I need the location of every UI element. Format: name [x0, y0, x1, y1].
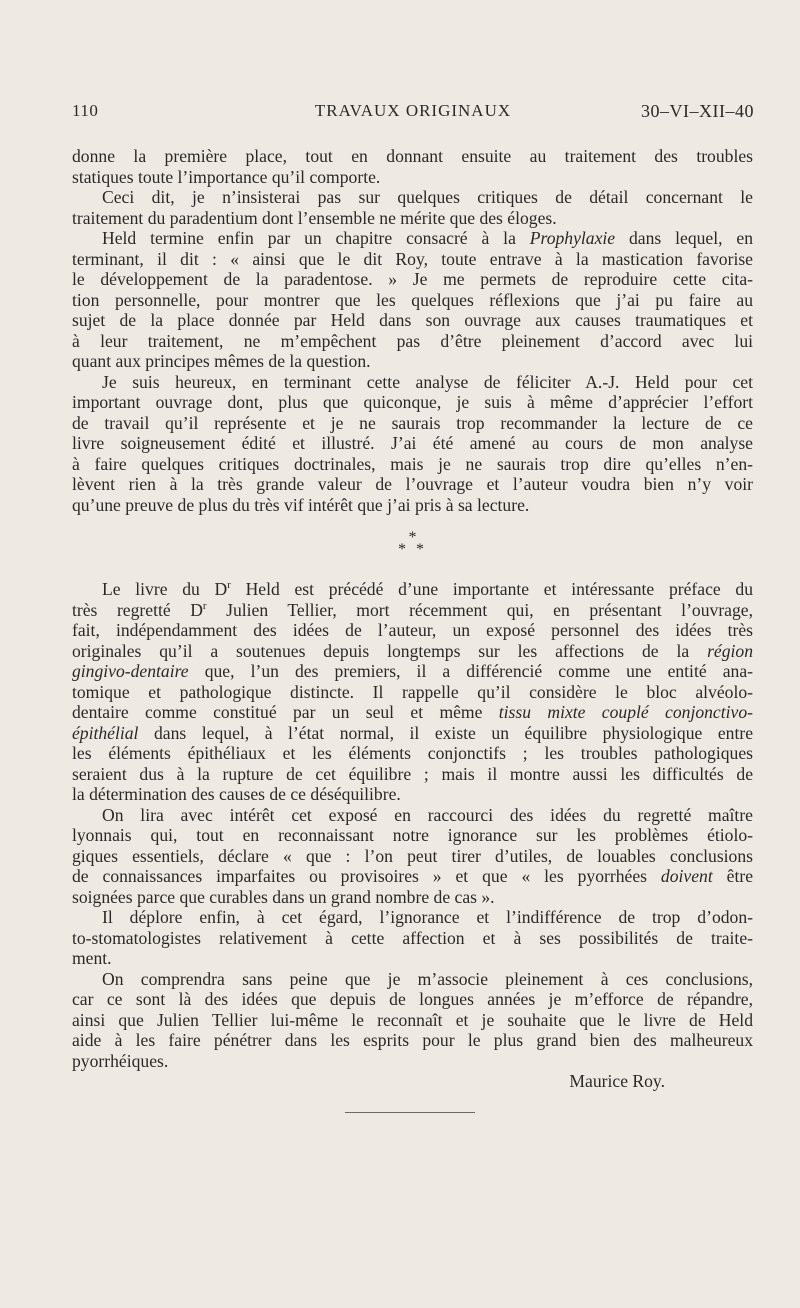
- text-line: originales qu’il a soutenues depuis longtemps sur les affections de la région: [72, 640, 753, 661]
- italic-term: épithélial: [72, 722, 139, 743]
- paragraph: [72, 187, 753, 228]
- text-line: tomique et pathologique distincte. Il rappelle qu’il considère le bloc alvéolo-: [72, 681, 753, 702]
- italic-term: région: [707, 640, 753, 661]
- text-line: Le livre du $D^r$ Held est précédé d’une importante et intéressante préface du: [102, 579, 753, 599]
- paragraph: [72, 805, 753, 908]
- text-line: à faire quelques critiques doctrinales, mais je ne saurais trop dire qu’elles n’en-: [72, 453, 753, 474]
- text-line: lèvent rien à la très grande valeur de l’ouvrage et l’auteur voudra bien n’y voir: [72, 474, 753, 494]
- text-line: lyonnais qui, tout en reconnaissant notre ignorance sur les problèmes étiolo-: [72, 825, 753, 845]
- text-line: livre soigneusement édité et illustré. J’ai été amené au cours de mon analyse: [72, 433, 753, 453]
- author-signature: Maurice Roy.: [569, 1071, 665, 1091]
- text-line: gingivo-dentaire que, l’un des premiers, il a différencié comme une entité ana-: [72, 661, 753, 681]
- text-line: giques essentiels, déclare « que : l’on peut tirer d’utiles, de louables conclusions: [72, 845, 753, 866]
- text-line: Ceci dit, je n’insisterai pas sur quelques critiques de détail concernant le: [102, 187, 753, 207]
- text-line: ment.: [72, 948, 112, 968]
- text-line: traitement du paradentium dont l’ensemble ne mérite que des éloges.: [72, 207, 557, 228]
- text-line: Held termine enfin par un chapitre consacré à la Prophylaxie dans lequel, en: [102, 228, 753, 248]
- text-line: soignées parce que curables dans un grand nombre de cas ».: [72, 886, 495, 907]
- text-line: le développement de la paradentose. » Je me permets de reproduire cette cita-: [72, 269, 753, 289]
- text-line: fait, indépendamment des idées de l’auteur, un exposé personnel des idées très: [72, 620, 753, 640]
- paragraph: [72, 579, 753, 805]
- text-line: sujet de la place donnée par Held dans son ouvrage aux causes traumatiques et: [72, 310, 753, 330]
- text-line: très regretté $D^r$ Julien Tellier, mort récemment qui, en présentant l’ouvrage,: [72, 599, 753, 620]
- text-line: On comprendra sans peine que je m’associe pleinement à ces conclusions,: [102, 968, 753, 989]
- running-title: TRAVAUX ORIGINAUX: [314, 101, 512, 120]
- text-line: les éléments épithéliaux et les éléments conjonctifs ; les troubles pathologiques: [72, 743, 753, 763]
- italic-term: Prophylaxie: [529, 228, 616, 248]
- asterism-separator: [72, 531, 753, 561]
- paragraph: [72, 372, 753, 516]
- text-line: terminant, il dit : « ainsi que le dit Roy, toute entrave à la mastication favorise: [72, 248, 753, 269]
- paragraph: [72, 969, 753, 1072]
- page-number: 110: [72, 101, 99, 120]
- running-header: [72, 101, 754, 127]
- paragraph: [72, 907, 753, 969]
- text-line: qu’une preuve de plus du très vif intérêt que j’ai pris à sa lecture.: [72, 494, 530, 515]
- text-line: la détermination des causes de ce déséquilibre.: [72, 784, 401, 804]
- text-line: Je suis heureux, en terminant cette analyse de féliciter A.-J. Held pour cet: [102, 371, 753, 392]
- text-line: Il déplore enfin, à cet égard, l’ignorance et l’indifférence de trop d’odon-: [102, 907, 753, 927]
- body-text: [72, 146, 753, 1092]
- text-line: On lira avec intérêt cet exposé en raccourci des idées du regretté maître: [102, 804, 753, 825]
- text-line: to-stomatologistes relativement à cette affection et à ses possibilités de traite-: [72, 927, 753, 948]
- text-line: dentaire comme constitué par un seul et même tissu mixte couplé conjonctivo-: [72, 702, 753, 722]
- text-line: statiques toute l’importance qu’il comporte.: [72, 166, 381, 187]
- text-line: à leur traitement, ne m’empêchent pas d’être pleinement d’accord avec lui: [72, 330, 753, 351]
- italic-term: gingivo-dentaire: [72, 661, 189, 681]
- issue-number: 30–VI–XII–40: [641, 101, 754, 121]
- text-line: épithélial dans lequel, à l’état normal, il existe un équilibre physiologique entre: [72, 722, 753, 743]
- text-line: quant aux principes mêmes de la question.: [72, 351, 371, 371]
- text-line: ainsi que Julien Tellier lui-même le reconnaît et je souhaite que le livre de Held: [72, 1009, 753, 1030]
- paragraph: [72, 228, 753, 372]
- text-line: seraient dus à la rupture de cet équilibre ; mais il montre aussi les difficultés de: [72, 763, 753, 784]
- italic-term: tissu mixte couplé conjonctivo-: [498, 702, 753, 722]
- text-line: pyorrhéiques.: [72, 1050, 169, 1071]
- text-line: car ce sont là des idées que depuis de longues années je m’efforce de répandre,: [72, 989, 753, 1009]
- asterism-bottom: * *: [398, 541, 427, 558]
- italic-term: doivent: [660, 866, 713, 886]
- text-line: important ouvrage dont, plus que quiconque, je suis à même d’apprécier l’effort: [72, 392, 753, 412]
- closing-rule: [345, 1112, 475, 1113]
- text-line: tion personnelle, pour montrer que les quelques réflexions que j’ai pu faire au: [72, 289, 753, 310]
- text-line: aide à les faire pénétrer dans les esprits pour le plus grand bien des malheureux: [72, 1030, 753, 1050]
- asterism-top: *: [408, 529, 417, 546]
- text-line: de travail qu’il représente et je ne saurais trop recommander la lecture de ce: [72, 412, 753, 433]
- text-line: donne la première place, tout en donnant ensuite au traitement des troubles: [72, 146, 753, 166]
- text-line: de connaissances imparfaites ou provisoires » et que « les pyorrhées doivent être: [72, 866, 754, 886]
- paragraph: [72, 146, 753, 187]
